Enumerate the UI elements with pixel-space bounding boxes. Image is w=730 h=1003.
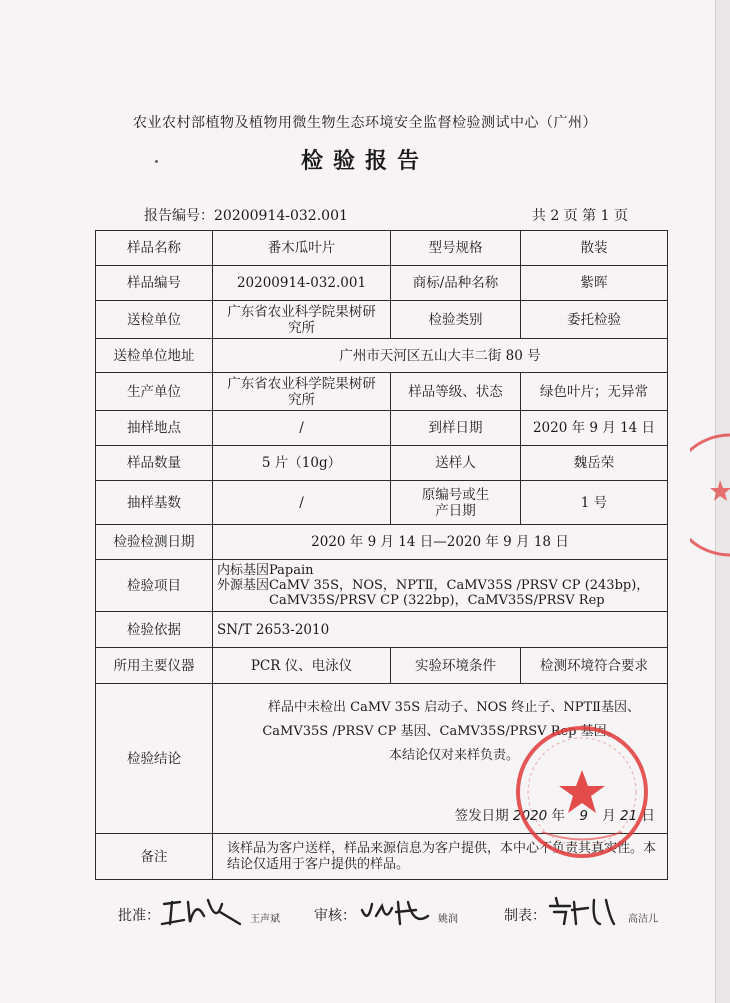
cell-label: 样品等级、状态 bbox=[391, 373, 521, 411]
page-count: 共 2 页 第 1 页 bbox=[531, 208, 628, 224]
review-name: 姚润 bbox=[438, 914, 458, 925]
issue-day-unit: 日 bbox=[641, 808, 655, 824]
cell-value: 番木瓜叶片 bbox=[213, 231, 391, 266]
cell-value: 广东省农业科学院果树研究所 bbox=[213, 301, 391, 339]
cell-value: 散装 bbox=[521, 231, 668, 266]
cell-value: 20200914-032.001 bbox=[213, 266, 391, 301]
prepare-name: 高洁儿 bbox=[628, 914, 658, 925]
conclusion-line: CaMV35S /PRSV CP 基因、CaMV35S/PRSV Rep 基因。 bbox=[262, 724, 620, 739]
cell-label: 样品数量 bbox=[96, 446, 213, 481]
cell-label: 样品名称 bbox=[96, 231, 213, 266]
approve-signature bbox=[160, 894, 244, 930]
approve-name: 王声斌 bbox=[250, 914, 280, 925]
report-number: 报告编号：20200914-032.001 bbox=[144, 208, 348, 224]
remark-text: 该样品为客户送样，样品来源信息为客户提供，本中心不负责其真实性。本结论仅适用于客户提供的样品。 bbox=[213, 834, 668, 880]
cell-label: 送检单位地址 bbox=[96, 339, 213, 373]
review-signature bbox=[358, 896, 432, 928]
cell-label: 送样人 bbox=[391, 446, 521, 481]
cell-value: SN/T 2653-2010 bbox=[213, 612, 668, 648]
cell-value: / bbox=[213, 481, 391, 525]
cell-label: 样品编号 bbox=[96, 266, 213, 301]
cell-label: 送检单位 bbox=[96, 301, 213, 339]
cell-label: 检验结论 bbox=[96, 684, 213, 834]
cell-value: 广州市天河区五山大丰二街 80 号 bbox=[213, 339, 668, 373]
prepare-label: 制表： bbox=[504, 908, 546, 924]
cell-label: 检验项目 bbox=[96, 560, 213, 612]
cell-label: 检验依据 bbox=[96, 612, 213, 648]
cell-label: 到样日期 bbox=[391, 411, 521, 446]
approve-label: 批准： bbox=[118, 908, 160, 924]
issue-date-label: 签发日期 bbox=[454, 808, 509, 824]
external-gene: CaMV 35S，NOS，NPTⅡ，CaMV35S /PRSV CP (243bp)，CaMV35S/PRSV CP (322bp)，CaMV35S/PRSV Rep bbox=[269, 578, 650, 608]
table-row bbox=[96, 339, 668, 373]
organization-title: 农业农村部植物及植物用微生物生态环境安全监督检验测试中心（广州） bbox=[133, 115, 597, 131]
table-row bbox=[96, 560, 668, 612]
cell-value: 魏岳荣 bbox=[521, 446, 668, 481]
conclusion-line: 本结论仅对来样负责。 bbox=[388, 748, 519, 763]
table-row bbox=[96, 446, 668, 481]
issue-month-unit: 月 bbox=[602, 808, 616, 824]
cell-label: 抽样地点 bbox=[96, 411, 213, 446]
cell-value: 5 片（10g） bbox=[213, 446, 391, 481]
cell-value: 绿色叶片；无异常 bbox=[521, 373, 668, 411]
cell-value: 委托检验 bbox=[521, 301, 668, 339]
external-gene-label: 外源基因 bbox=[217, 578, 270, 593]
internal-gene: Papain bbox=[269, 563, 314, 578]
test-items bbox=[217, 563, 663, 608]
table-row bbox=[96, 525, 668, 560]
cell-value: PCR 仪、电泳仪 bbox=[213, 648, 391, 684]
issue-year: 2020 bbox=[512, 808, 548, 824]
cell-label: 生产单位 bbox=[96, 373, 213, 411]
cell-label: 实验环境条件 bbox=[391, 648, 521, 684]
issue-month: 9 bbox=[579, 808, 588, 824]
issue-year-unit: 年 bbox=[551, 808, 566, 824]
cell-label: 所用主要仪器 bbox=[96, 648, 213, 684]
cell-label: 原编号或生产日期 bbox=[391, 481, 521, 525]
document-title: 检验报告 bbox=[300, 149, 429, 174]
internal-gene-label: 内标基因 bbox=[217, 563, 270, 578]
cell-label: 检验检测日期 bbox=[96, 525, 213, 560]
table-row bbox=[96, 301, 668, 339]
table-row bbox=[96, 612, 668, 648]
test-items-cell bbox=[213, 560, 668, 612]
cell-value: 1 号 bbox=[521, 481, 668, 525]
cell-value: 紫晖 bbox=[521, 266, 668, 301]
cell-value: 广东省农业科学院果树研究所 bbox=[213, 373, 391, 411]
cell-value: 2020 年 9 月 14 日—2020 年 9 月 18 日 bbox=[213, 525, 668, 560]
prepare-signature bbox=[548, 894, 618, 928]
cell-label: 备注 bbox=[96, 834, 213, 880]
table-row bbox=[96, 411, 668, 446]
cell-label: 检验类别 bbox=[391, 301, 521, 339]
cell-value: 2020 年 9 月 14 日 bbox=[521, 411, 668, 446]
seam-seal bbox=[690, 430, 730, 560]
review-label: 审核： bbox=[314, 908, 356, 924]
table-row bbox=[96, 373, 668, 411]
cell-value: / bbox=[213, 411, 391, 446]
table-row bbox=[96, 266, 668, 301]
issue-day: 21 bbox=[620, 808, 638, 824]
table-row bbox=[96, 231, 668, 266]
cell-label: 抽样基数 bbox=[96, 481, 213, 525]
official-seal bbox=[512, 722, 652, 862]
table-row bbox=[96, 648, 668, 684]
cell-label: 型号规格 bbox=[391, 231, 521, 266]
conclusion-line: 样品中未检出 CaMV 35S 启动子、NOS 终止子、NPTⅡ基因、 bbox=[268, 700, 640, 715]
table-row bbox=[96, 481, 668, 525]
cell-value: 检测环境符合要求 bbox=[521, 648, 668, 684]
cell-label: 商标/品种名称 bbox=[391, 266, 521, 301]
